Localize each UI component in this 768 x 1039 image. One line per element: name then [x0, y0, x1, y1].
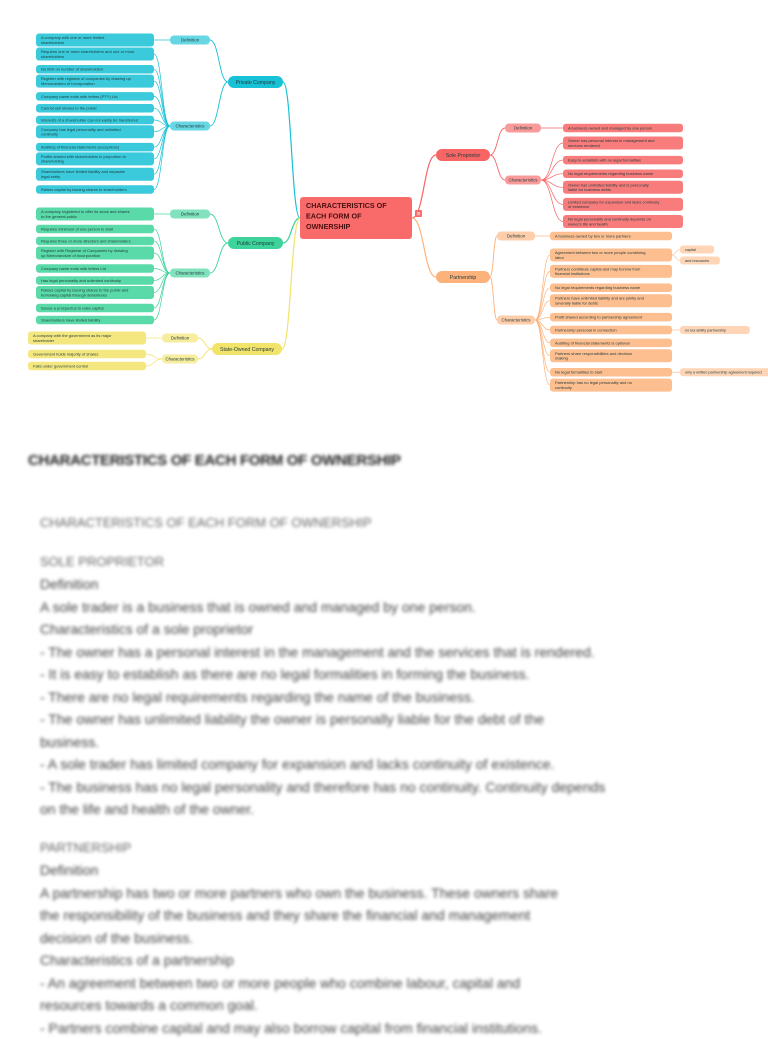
leaf-node[interactable]	[36, 48, 154, 61]
document-body	[40, 512, 730, 1039]
group-definition[interactable]	[505, 124, 541, 133]
connector-line	[672, 255, 680, 261]
group-characteristics-label: Characteristics	[501, 318, 531, 323]
leaf-node-label: Auditing of financial statements (exceptions)	[41, 145, 120, 150]
group-characteristics[interactable]	[170, 269, 210, 278]
leaf-node-label: No legal requirements regarding business name	[568, 171, 654, 176]
group-characteristics[interactable]	[162, 355, 198, 364]
leaf-node[interactable]	[563, 181, 683, 194]
leaf-node[interactable]	[36, 92, 154, 101]
leaf-node-label: borrowing capital through debentures	[41, 292, 107, 297]
leaf-node[interactable]	[36, 65, 154, 74]
branch-state-owned-company[interactable]	[212, 343, 282, 355]
leaf-node-label: continuity	[555, 385, 572, 390]
leaf-node-label: Auditing of financial statements is optional	[555, 340, 630, 345]
leaf-node-label: legal entity	[41, 174, 60, 179]
leaf-node-label: services rendered	[568, 143, 600, 148]
leaf-node[interactable]	[36, 304, 154, 313]
group-definition-label: Definition	[181, 212, 200, 217]
connector-line	[154, 126, 170, 159]
paragraph-gap	[40, 821, 730, 837]
leaf-node[interactable]	[563, 215, 683, 228]
leaf-node-label: Profit shared according to partnership agreement	[555, 315, 643, 320]
leaf-node-label: Register with registrar of companies by drawing up	[41, 76, 132, 81]
leaf-node-label: Partners share responsibilities and decision	[555, 351, 632, 356]
mind-map	[0, 0, 768, 420]
group-characteristics-label: Characteristics	[165, 357, 195, 362]
document-line: - Partners combine capital and may also borrow capital from financial institutions.	[40, 1017, 730, 1039]
document-line: the responsibility of the business and they share the financial and management	[40, 904, 730, 927]
leaf-node[interactable]	[36, 264, 154, 273]
connector-line	[154, 96, 170, 126]
branch-partnership[interactable]	[436, 271, 490, 283]
document-line: decision of the business.	[40, 927, 730, 950]
leaf-node-label: making	[555, 356, 568, 361]
connector-line	[198, 349, 212, 359]
connector-line	[210, 243, 228, 273]
group-definition[interactable]	[170, 210, 210, 219]
leaf-node[interactable]	[36, 185, 154, 194]
leaf-node-label: Memorandum of Incorporation	[41, 81, 95, 86]
document-line: Characteristics of a partnership	[40, 949, 730, 972]
leaf-node-label: Limited company for expansion and lacks continuity	[568, 199, 659, 204]
leaf-node-label: Profits shared with shareholders in proportion to	[41, 154, 127, 159]
leaf-node-label: A company with one or more limited	[41, 35, 104, 40]
group-definition[interactable]	[162, 334, 198, 343]
leaf-node-label: Issues a prospectus to raise capital	[41, 305, 104, 310]
leaf-node[interactable]	[36, 125, 154, 138]
connector-line	[535, 288, 550, 320]
leaf-node[interactable]	[550, 326, 672, 335]
branch-private-company[interactable]	[228, 76, 283, 88]
document-line: - A sole trader has limited company for expansion and lacks continuity of existence.	[40, 753, 730, 776]
leaf-node[interactable]	[563, 137, 683, 150]
leaf-node[interactable]	[550, 232, 672, 241]
leaf-node[interactable]	[550, 349, 672, 362]
connector-line	[154, 273, 170, 308]
leaf-node-label: Company has legal personality and unlimited	[41, 127, 121, 132]
leaf-node-label: No legal formalities to start	[555, 370, 603, 375]
leaf-detail-node-label: and resources	[685, 259, 709, 263]
branch-public-company-label: Public Company	[237, 241, 275, 247]
menu-icon-glyph: ≡	[417, 211, 421, 218]
leaf-node-label: Requires one or more shareholders and one or more	[41, 49, 135, 54]
connector-line	[154, 241, 170, 273]
connector-line	[154, 54, 170, 126]
leaf-node[interactable]	[36, 75, 154, 88]
connector-line	[154, 229, 170, 273]
document-line: - The owner has unlimited liability the owner is personally liable for the debt of the	[40, 708, 730, 731]
leaf-node-label: Partnership has no legal personality and no	[555, 380, 633, 385]
connector-line	[210, 40, 228, 82]
document-section-heading: SOLE PROPRIETOR	[40, 551, 730, 574]
branch-sole-proprietor-label: Sole Proprietor	[446, 153, 481, 159]
leaf-node[interactable]	[550, 368, 672, 377]
leaf-node[interactable]	[563, 156, 683, 165]
document-line: - It is easy to establish as there are no legal formalities in forming the business.	[40, 663, 730, 686]
leaf-node-label: Falls under government control	[33, 363, 88, 368]
root-node-label: CHARACTERISTICS OF	[306, 201, 387, 210]
leaf-node[interactable]	[563, 169, 683, 178]
leaf-node-label: owner's life and health	[568, 221, 608, 226]
branch-public-company[interactable]	[228, 237, 283, 249]
group-definition-label: Definition	[514, 126, 533, 131]
leaf-node-label: No limit on number of shareholders	[41, 67, 103, 72]
leaf-node-label: Requires three or more directors and shareholders	[41, 238, 131, 243]
group-characteristics[interactable]	[497, 316, 535, 325]
connector-line	[283, 82, 300, 218]
leaf-detail-node[interactable]	[680, 246, 714, 254]
document-line: Characteristics of a sole proprietor	[40, 618, 730, 641]
leaf-node[interactable]	[28, 332, 146, 345]
connector-line	[412, 155, 436, 218]
connector-line	[490, 277, 497, 320]
leaf-node-label: of existence	[568, 204, 590, 209]
document-line: Definition	[40, 573, 730, 596]
leaf-node[interactable]	[36, 276, 154, 285]
branch-private-company-label: Private Company	[236, 80, 276, 86]
connector-line	[490, 128, 505, 155]
leaf-node-label: No legal requirements regarding business name	[555, 285, 641, 290]
connector-line	[154, 126, 170, 174]
branch-partnership-label: Partnership	[450, 275, 477, 281]
leaf-node-label: Raises capital by issuing shares to the public and	[41, 288, 128, 293]
leaf-node-label: Requires minimum of one person to start	[41, 226, 114, 231]
connector-line	[146, 359, 162, 366]
document-line: - The owner has a personal interest in the management and the services that is rendered.	[40, 641, 730, 664]
connector-line	[541, 143, 563, 180]
leaf-node-label: Partners contribute capital and may borrow from	[555, 266, 641, 271]
document-line: resources towards a common goal.	[40, 994, 730, 1017]
leaf-node-label: continuity	[41, 132, 58, 137]
connector-line	[282, 218, 300, 349]
leaf-node-label: A business owned by two or more partners	[555, 233, 631, 238]
leaf-node-label: liable for business debts	[568, 187, 611, 192]
connector-line	[198, 338, 212, 349]
leaf-node[interactable]	[550, 265, 672, 278]
leaf-node[interactable]	[36, 152, 154, 165]
leaf-node[interactable]	[550, 284, 672, 293]
connector-line	[672, 250, 680, 256]
leaf-detail-node-label: capital	[685, 248, 696, 252]
document-line: business.	[40, 731, 730, 754]
leaf-node-label: Partnership personal in connection	[555, 327, 617, 332]
leaf-node-label: A company with the government as its major	[33, 333, 112, 338]
leaf-node[interactable]	[36, 143, 154, 152]
leaf-detail-node-label: only a written partnership agreement required	[685, 371, 762, 375]
connector-line	[210, 82, 228, 126]
leaf-node-label: shareholders	[41, 40, 64, 45]
leaf-node-label: Easy to establish with no legal formalities	[568, 158, 641, 163]
leaf-node-label: labor	[555, 255, 565, 260]
leaf-node-label: A business owned and managed by one person	[568, 125, 652, 130]
collapse-menu-icon[interactable]	[415, 210, 422, 218]
document-line: on the life and health of the owner.	[40, 798, 730, 821]
leaf-node-label: Agreement between two or more people combining	[555, 250, 646, 255]
leaf-node-label: severally liable for debts	[555, 301, 598, 306]
leaf-node-label: Partners have unlimited liability and are jointly and	[555, 296, 644, 301]
leaf-node[interactable]	[550, 339, 672, 348]
leaf-detail-node[interactable]	[680, 368, 768, 376]
document-line: Definition	[40, 859, 730, 882]
leaf-node[interactable]	[563, 198, 683, 211]
leaf-node-label: Has legal personality and unlimited continuity	[41, 278, 121, 283]
leaf-node[interactable]	[36, 316, 154, 325]
document-line: A partnership has two or more partners who own the business. These owners share	[40, 882, 730, 905]
leaf-node[interactable]	[36, 34, 154, 47]
leaf-node[interactable]	[36, 237, 154, 246]
document-section-heading: CHARACTERISTICS OF EACH FORM OF OWNERSHIP	[40, 512, 730, 535]
group-characteristics-label: Characteristics	[175, 124, 205, 129]
leaf-node[interactable]	[550, 294, 672, 307]
connector-line	[535, 271, 550, 320]
leaf-node-label: shareholding	[41, 159, 64, 164]
document-line: - An agreement between two or more people who combine labour, capital and	[40, 972, 730, 995]
leaf-node-label: Company name ends with letters (PTY) Ltd	[41, 94, 117, 99]
root-node[interactable]	[300, 197, 412, 239]
document-section-heading: PARTNERSHIP	[40, 837, 730, 860]
root-node-label: EACH FORM OF	[306, 212, 362, 221]
leaf-node-label: Cannot sell shares to the public	[41, 106, 97, 111]
leaf-node-label: Raises capital by issuing shares to shareholders	[41, 187, 127, 192]
leaf-node-label: Shareholders have limited liability and separate	[41, 169, 126, 174]
leaf-node-label: Shareholders have limited liability	[41, 317, 100, 322]
leaf-node[interactable]	[550, 379, 672, 392]
group-characteristics-label: Characteristics	[175, 271, 205, 276]
document-line: - The business has no legal personality and therefore has no continuity. Continuity depends	[40, 776, 730, 799]
document-line: A sole trader is a business that is owned and managed by one person.	[40, 596, 730, 619]
leaf-detail-node[interactable]	[680, 326, 750, 334]
leaf-node-label: shareholder	[33, 338, 55, 343]
leaf-node-label: Register with Registrar of Companies by drawing	[41, 248, 128, 253]
connector-line	[535, 320, 550, 372]
paragraph-gap	[40, 535, 730, 551]
leaf-node[interactable]	[36, 168, 154, 181]
group-characteristics-label: Characteristics	[508, 178, 538, 183]
leaf-node[interactable]	[28, 350, 146, 359]
group-definition[interactable]	[497, 232, 535, 241]
group-definition[interactable]	[170, 36, 210, 45]
connector-line	[490, 236, 497, 277]
leaf-node-label: up Memorandum of Incorporation	[41, 253, 100, 258]
group-characteristics[interactable]	[505, 176, 541, 185]
leaf-node-label: No legal personality and continuity depends on	[568, 217, 651, 222]
leaf-node-label: shareholders	[41, 54, 64, 59]
leaf-node[interactable]	[36, 225, 154, 234]
document-preview	[0, 440, 768, 1024]
group-definition-label: Definition	[181, 38, 200, 43]
connector-line	[146, 354, 162, 359]
leaf-node-label: Government holds majority of shares	[33, 351, 98, 356]
leaf-node-label: Owner has personal interest in management and	[568, 138, 655, 143]
connector-line	[412, 218, 436, 277]
connector-line	[490, 155, 505, 180]
connector-line	[210, 214, 228, 243]
branch-sole-proprietor[interactable]	[436, 149, 490, 161]
leaf-node[interactable]	[550, 249, 672, 262]
leaf-node-label: Owner has unlimited liability and is personally	[568, 182, 649, 187]
connector-line	[541, 180, 563, 222]
leaf-detail-node-label: no tax ability partnership	[685, 328, 726, 332]
leaf-node[interactable]	[36, 208, 154, 221]
leaf-node[interactable]	[36, 286, 154, 299]
leaf-node-label: financial institutions	[555, 271, 590, 276]
leaf-node[interactable]	[563, 124, 683, 133]
document-line: - There are no legal requirements regarding the name of the business.	[40, 686, 730, 709]
leaf-node[interactable]	[36, 247, 154, 260]
leaf-node[interactable]	[28, 362, 146, 371]
leaf-detail-node[interactable]	[680, 257, 720, 265]
group-characteristics[interactable]	[170, 122, 210, 131]
group-definition-label: Definition	[507, 234, 526, 239]
leaf-node-label: to the general public	[41, 214, 77, 219]
document-title: CHARACTERISTICS OF EACH FORM OF OWNERSHIP	[28, 452, 401, 469]
leaf-node-label: Interests of a shareholder can not easily be transferred	[41, 117, 138, 122]
leaf-node[interactable]	[36, 104, 154, 113]
leaf-node-label: Company name ends with letters Ltd	[41, 266, 106, 271]
leaf-node[interactable]	[550, 313, 672, 322]
branch-state-owned-company-label: State-Owned Company	[220, 347, 274, 353]
group-definition-label: Definition	[171, 336, 190, 341]
leaf-node[interactable]	[36, 116, 154, 125]
leaf-node-label: A company registered to offer its stock and shares	[41, 209, 130, 214]
root-node-label: OWNERSHIP	[306, 222, 351, 231]
